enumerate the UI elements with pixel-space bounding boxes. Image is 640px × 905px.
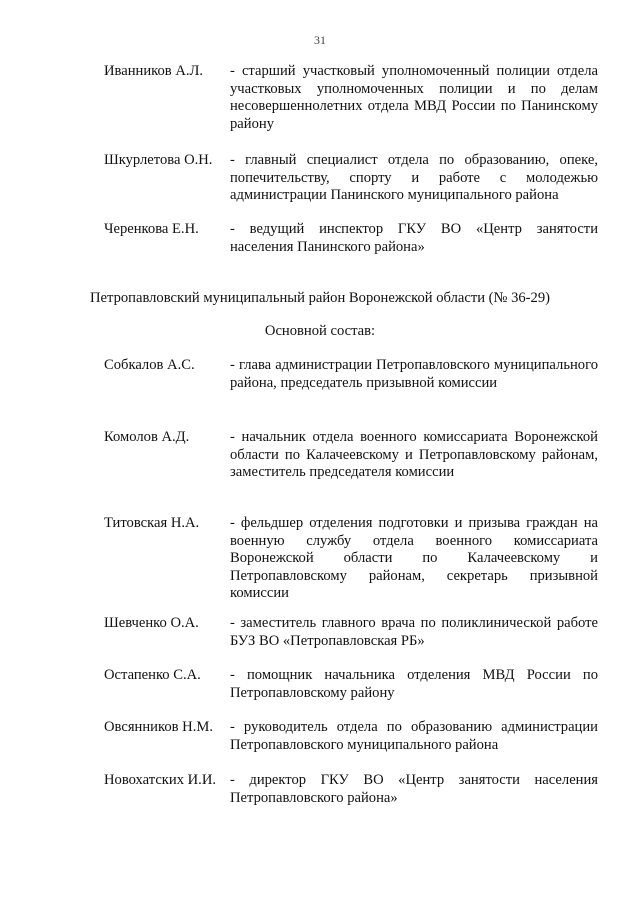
member-name: Черенкова Е.Н. [104,221,199,237]
member-description: - заместитель главного врача по поликлинической работе БУЗ ВО «Петропавловская РБ» [230,615,598,649]
member-name: Шкурлетова О.Н. [104,152,213,168]
member-name: Иванников А.Л. [104,63,204,79]
member-name: Комолов А.Д. [104,429,190,445]
member-name: Новохатских И.И. [104,772,217,788]
member-description: - руководитель отдела по образованию администрации Петропавловского муниципального района [230,719,598,753]
member-name: Овсянников Н.М. [104,719,213,735]
member-description: - фельдшер отделения подготовки и призыва граждан на военную службу отдела военного комиссариата Воронежской области по Калачеевскому и Петропавловскому районам, секретарь призывной комиссии [230,515,598,602]
member-name: Остапенко С.А. [104,667,201,683]
subsection-title: Основной состав: [264,323,376,339]
member-description: - старший участковый уполномоченный полиции отдела участковых уполномоченных полиции и по делам несовершеннолетних отдела МВД России по Панинскому району [230,63,598,132]
member-name: Шевченко О.А. [104,615,199,631]
member-name: Собкалов А.С. [104,357,195,373]
member-description: - ведущий инспектор ГКУ ВО «Центр занятости населения Панинского района» [230,221,598,255]
page-number: 31 [314,33,326,47]
member-description: - начальник отдела военного комиссариата Воронежской области по Калачеевскому и Петропавловскому районам, заместитель председателя комиссии [230,429,598,481]
member-description: - главный специалист отдела по образованию, опеке, попечительству, спорту и работе с молодежью администрации Панинского муниципального района [230,152,598,204]
section-title: Петропавловский муниципальный район Воронежской области (№ 36-29) [90,290,550,306]
member-description: - помощник начальника отделения МВД России по Петропавловскому району [230,667,598,701]
member-description: - глава администрации Петропавловского муниципального района, председатель призывной комиссии [230,357,598,391]
member-name: Титовская Н.А. [104,515,200,531]
member-description: - директор ГКУ ВО «Центр занятости населения Петропавловского района» [230,772,598,806]
